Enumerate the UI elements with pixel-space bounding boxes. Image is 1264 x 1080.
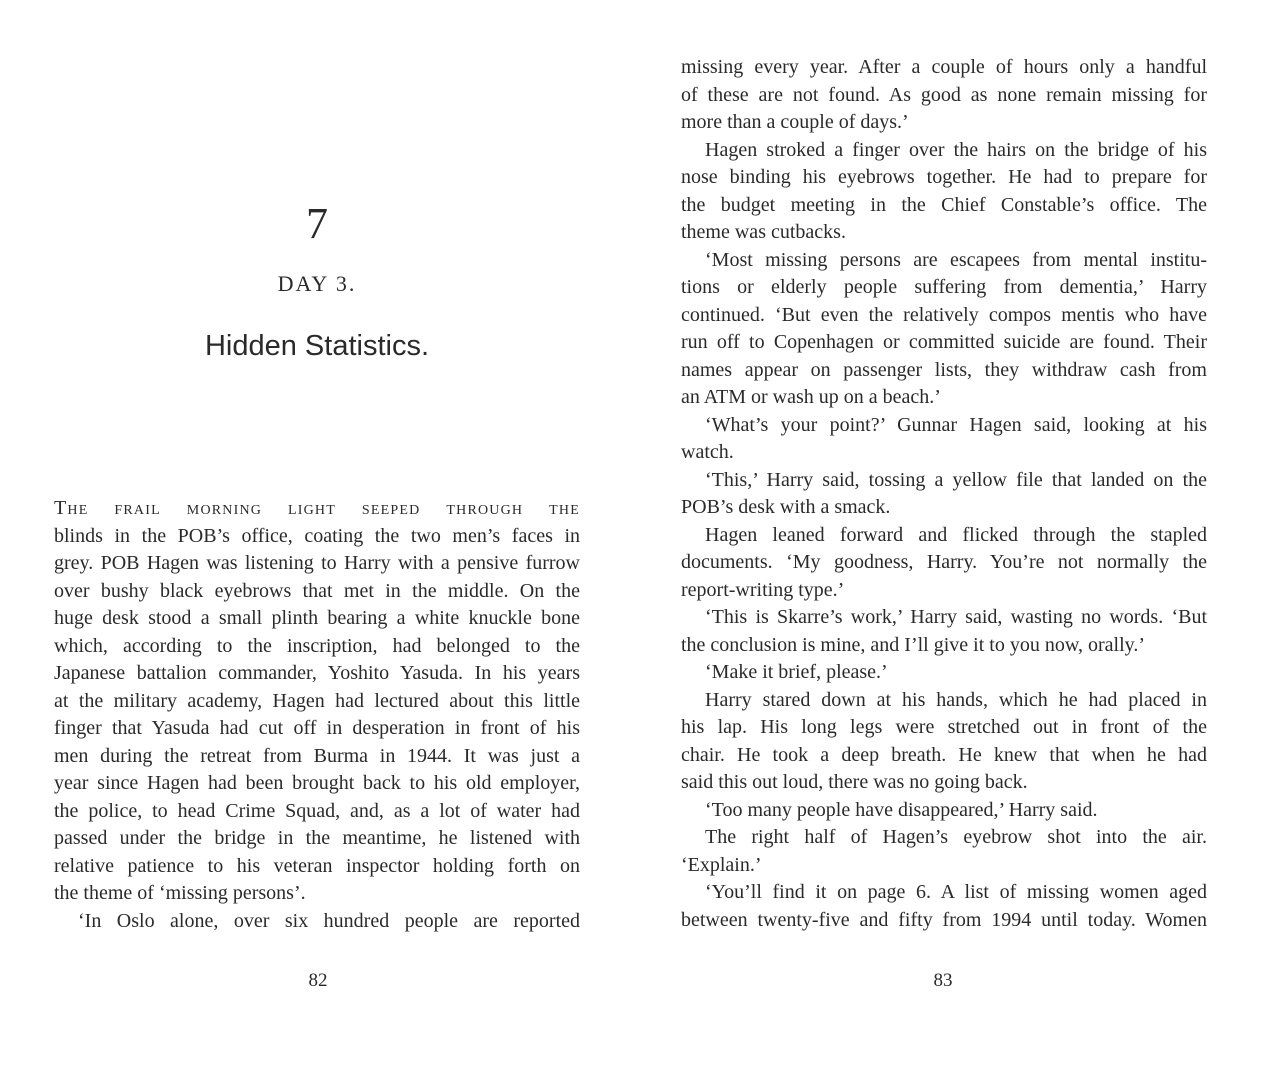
text-line: over bushy black eyebrows that met in the middle. On the bbox=[54, 579, 580, 602]
text-line: tions or elderly people suffering from dementia,’ Harry bbox=[681, 276, 1207, 298]
text-line: Harry stared down at his hands, which he had placed in bbox=[705, 688, 1207, 711]
text-line: men during the retreat from Burma in 1944. It was just a bbox=[54, 744, 580, 767]
text-line: theme was cutbacks. bbox=[681, 221, 846, 243]
right-page bbox=[681, 0, 1207, 1080]
text-line: blinds in the POB’s office, coating the two men’s faces in bbox=[54, 524, 580, 547]
text-line: ‘What’s your point?’ Gunnar Hagen said, looking at his bbox=[705, 413, 1207, 436]
text-line: names appear on passenger lists, they withdraw cash from bbox=[681, 358, 1207, 381]
text-line: documents. ‘My goodness, Harry. You’re not normally the bbox=[681, 551, 1207, 573]
page-number: 82 bbox=[308, 970, 328, 991]
text-line: continued. ‘But even the relatively compos mentis who have bbox=[681, 303, 1207, 326]
text-line: huge desk stood a small plinth bearing a white knuckle bone bbox=[54, 607, 580, 629]
text-line: chair. He took a deep breath. He knew that when he had bbox=[681, 743, 1207, 766]
text-line: missing every year. After a couple of hours only a handful bbox=[681, 56, 1207, 78]
text-line: ‘Too many people have disappeared,’ Harry said. bbox=[705, 798, 1098, 821]
text-line: The right half of Hagen’s eyebrow shot into the air. bbox=[705, 826, 1207, 848]
text-line: report-writing type.’ bbox=[681, 578, 845, 601]
text-line: his lap. His long legs were stretched out in front of the bbox=[681, 716, 1207, 738]
text-line: nose binding his eyebrows together. He had to prepare for bbox=[681, 166, 1207, 188]
text-line: grey. POB Hagen was listening to Harry with a pensive furrow bbox=[54, 552, 580, 574]
text-line: between twenty-five and fifty from 1994 until today. Women bbox=[681, 908, 1207, 931]
text-line: an ATM or wash up on a beach.’ bbox=[681, 386, 941, 408]
text-line: which, according to the inscription, had belonged to the bbox=[54, 634, 580, 657]
text-line: year since Hagen had been brought back to his old employer, bbox=[54, 772, 580, 794]
text-line: said this out loud, there was no going back. bbox=[681, 771, 1028, 793]
right-body-text bbox=[681, 54, 1207, 934]
text-line: The frail morning light seeped through the bbox=[54, 497, 580, 519]
text-line: Hagen stroked a finger over the hairs on the bridge of his bbox=[705, 138, 1207, 161]
left-page bbox=[54, 0, 580, 1080]
text-line: ‘This,’ Harry said, tossing a yellow file that landed on the bbox=[705, 468, 1207, 491]
text-line: of these are not found. As good as none remain missing for bbox=[681, 83, 1207, 106]
text-line: the budget meeting in the Chief Constable’s office. The bbox=[681, 193, 1207, 216]
text-line: POB’s desk with a smack. bbox=[681, 496, 891, 518]
chapter-title: Hidden Statistics. bbox=[204, 330, 430, 362]
text-line: ‘You’ll find it on page 6. A list of missing women aged bbox=[705, 881, 1207, 903]
text-line: the theme of ‘missing persons’. bbox=[54, 882, 306, 904]
text-line: ‘This is Skarre’s work,’ Harry said, wasting no words. ‘But bbox=[705, 606, 1207, 628]
text-line: ‘Make it brief, please.’ bbox=[705, 661, 888, 683]
chapter-day: DAY 3. bbox=[277, 271, 357, 296]
text-line: more than a couple of days.’ bbox=[681, 111, 909, 133]
text-line: at the military academy, Hagen had lectured about this little bbox=[54, 689, 580, 712]
text-line: the police, to head Crime Squad, and, as a lot of water had bbox=[54, 799, 580, 822]
text-line: ‘Most missing persons are escapees from mental institu- bbox=[705, 248, 1207, 271]
text-line: run off to Copenhagen or committed suicide are found. Their bbox=[681, 331, 1207, 353]
text-line: relative patience to his veteran inspector holding forth on bbox=[54, 854, 580, 877]
text-line: watch. bbox=[681, 441, 734, 463]
text-line: Hagen leaned forward and flicked through the stapled bbox=[705, 523, 1207, 546]
text-line: ‘Explain.’ bbox=[681, 853, 762, 876]
text-line: Japanese battalion commander, Yoshito Yasuda. In his years bbox=[54, 662, 580, 684]
text-line: passed under the bridge in the meantime, he listened with bbox=[54, 827, 580, 849]
left-body-text bbox=[54, 495, 580, 935]
page-number: 83 bbox=[933, 970, 953, 991]
text-line: the conclusion is mine, and I’ll give it to you now, orally.’ bbox=[681, 633, 1145, 656]
chapter-number: 7 bbox=[306, 199, 328, 248]
text-line: finger that Yasuda had cut off in desperation in front of his bbox=[54, 717, 580, 739]
text-line: ‘In Oslo alone, over six hundred people are reported bbox=[78, 909, 580, 932]
